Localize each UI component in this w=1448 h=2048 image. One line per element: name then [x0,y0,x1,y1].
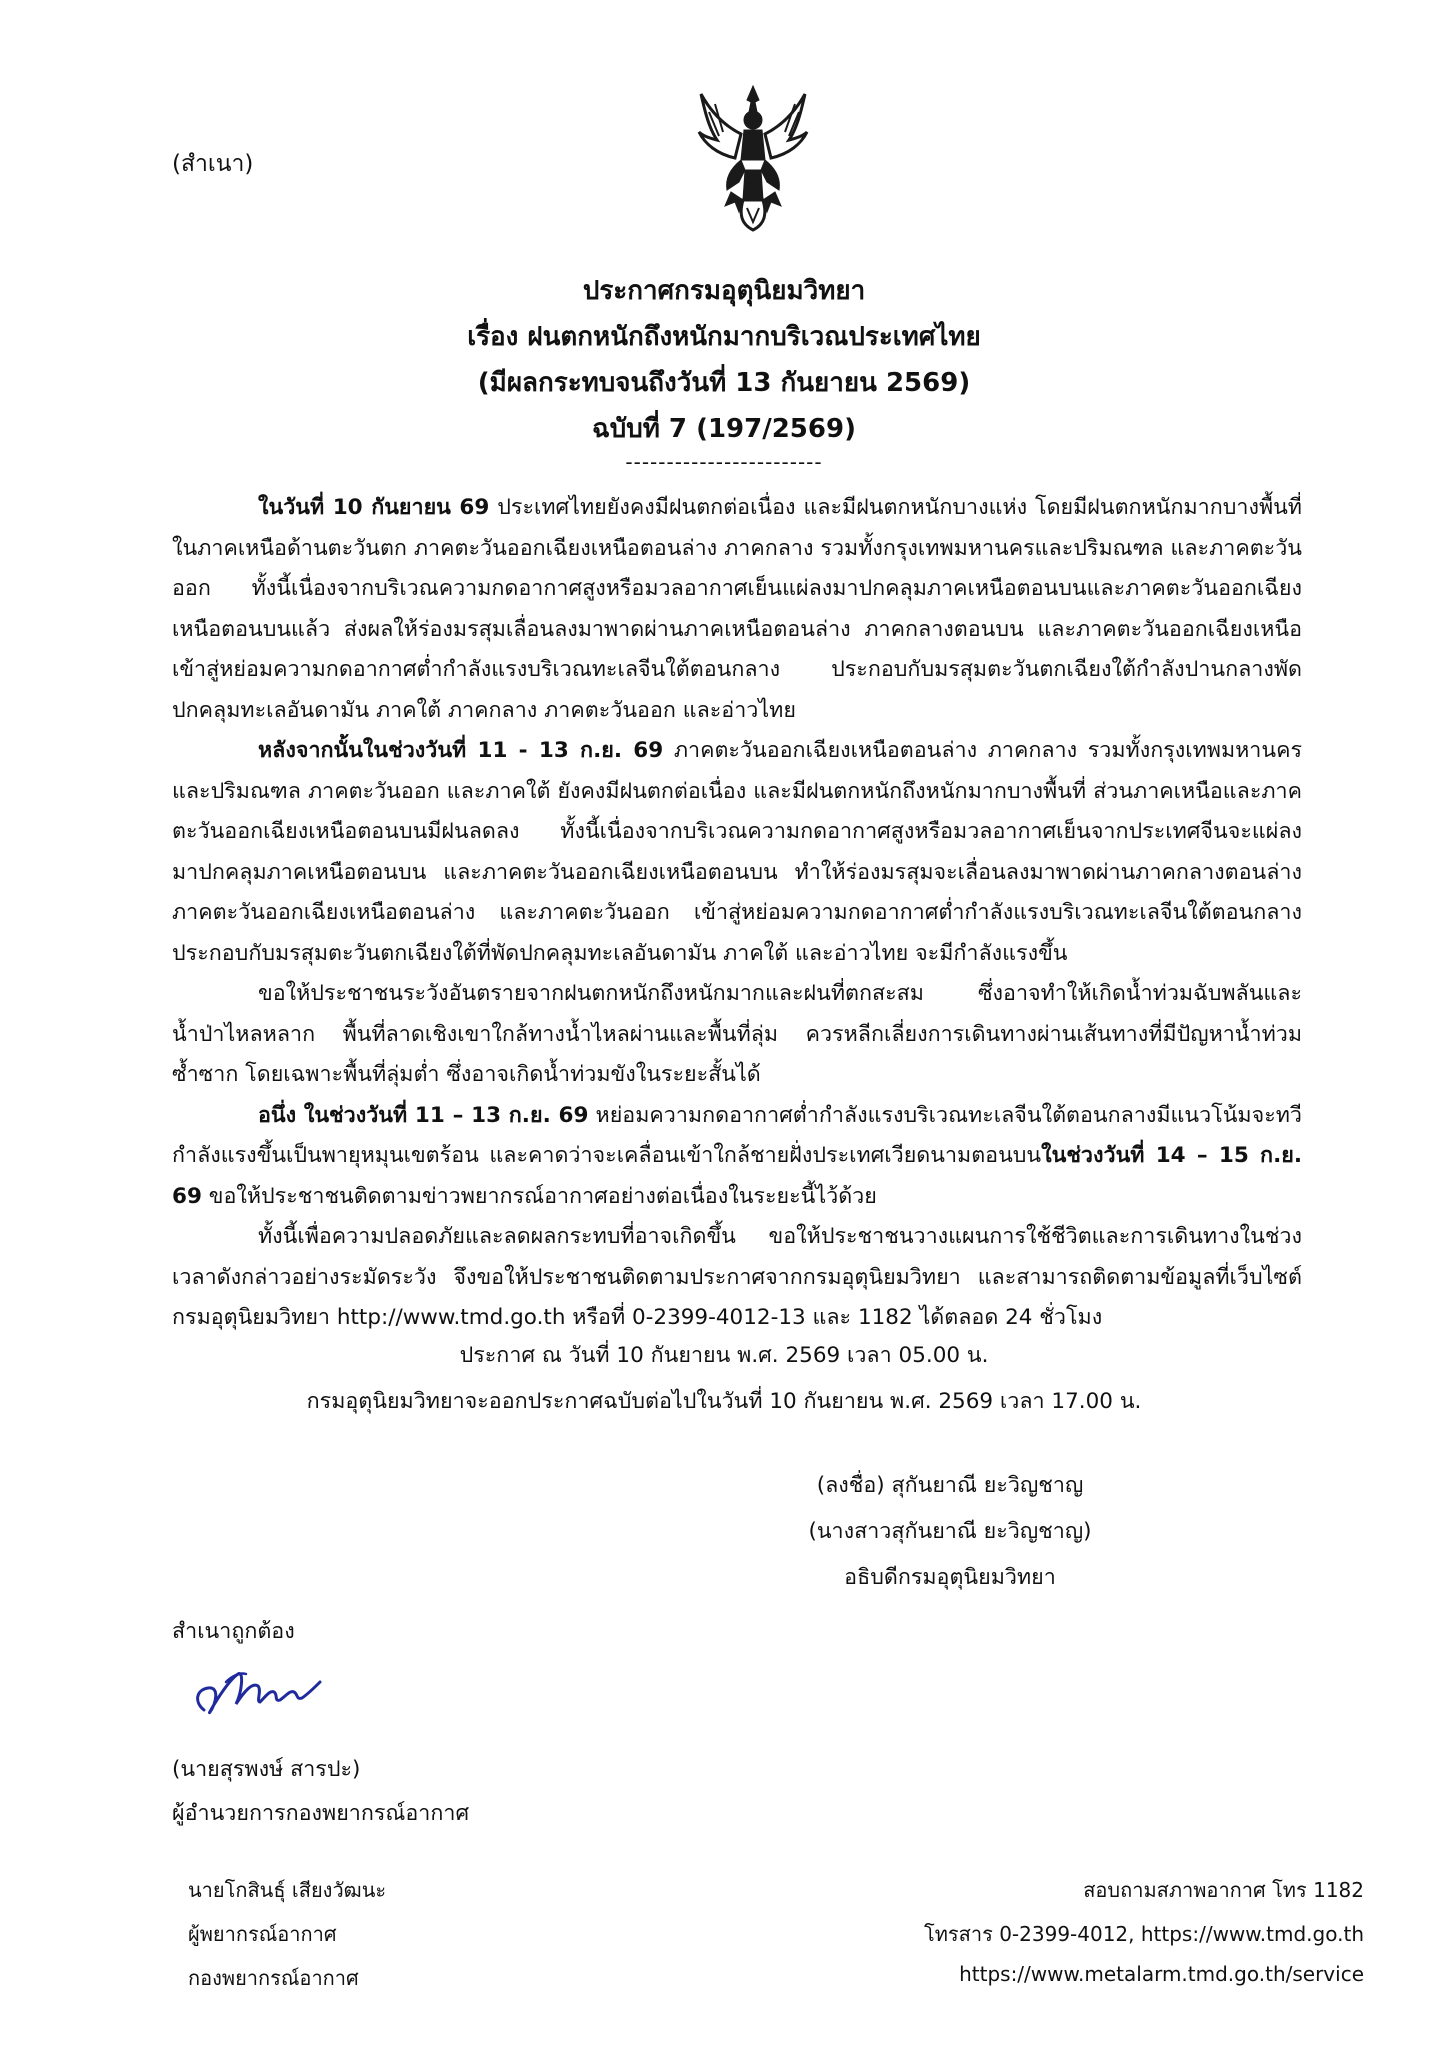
paragraph-3-text: ขอให้ประชาชนระวังอันตรายจากฝนตกหนักถึงหนักมากและฝนที่ตกสะสม ซึ่งอาจทำให้เกิดน้ำท่วมฉับพลันและน้ำป่าไหลหลาก พื้นที่ลาดเชิงเขาใกล้ทางน้ำไหลผ่านและพื้นที่ลุ่ม ควรหลีกเลี่ยงการเดินทางผ่านเส้นทางที่มีปัญหาน้ำท่วมซ้ำซาก โดยเฉพาะพื้นที่ลุ่มต่ำ ซึ่งอาจเกิดน้ำท่วมขังในระยะสั้นได้ [172,981,1302,1087]
forecaster-division: กองพยากรณ์อากาศ [188,1966,359,1990]
paragraph-4-text: หย่อมความกดอากาศต่ำกำลังแรงบริเวณทะเลจีนใต้ตอนกลางมีแนวโน้มจะทวีกำลังแรงขึ้นเป็นพายุหมุนเขตร้อน และคาดว่าจะเคลื่อนเข้าใกล้ชายฝั่งประเทศเวียดนามตอนบน [172,1102,1302,1168]
garuda-emblem-icon [695,82,811,234]
announcement-subject: เรื่อง ฝนตกหนักถึงหนักมากบริเวณประเทศไทย [467,322,981,352]
paragraph-4-text-2: ขอให้ประชาชนติดตามข่าวพยากรณ์อากาศอย่างต่อเนื่องในระยะนี้ไว้ด้วย [201,1183,877,1209]
certified-name: (นายสุรพงษ์ สารปะ) [172,1757,361,1782]
paragraph-1-lead: ในวันที่ 10 กันยายน 69 [258,495,490,520]
forecaster-name: นายโกสินธุ์ เสียงวัฒนะ [188,1878,387,1902]
divider: ------------------------ [625,450,823,474]
paragraph-4-lead-2: ในช่วงวันที่ 14 – 15 ก.ย. 69 [172,1143,1302,1209]
paragraph-4-lead: อนึ่ง ในช่วงวันที่ 11 – 13 ก.ย. 69 [258,1102,589,1128]
contact-fax-website: โทรสาร 0-2399-4012, https://www.tmd.go.th [924,1922,1364,1946]
signatory-full-name: (นางสาวสุกันยาณี ยะวิญชาญ) [808,1519,1092,1544]
contact-service-url: https://www.metalarm.tmd.go.th/service [959,1962,1364,1986]
issued-date: ประกาศ ณ วันที่ 10 กันยายน พ.ศ. 2569 เวลา 05.00 น. [459,1343,989,1368]
forecaster-role: ผู้พยากรณ์อากาศ [188,1922,337,1946]
paragraph-2-lead: หลังจากนั้นในช่วงวันที่ 11 - 13 ก.ย. 69 [258,738,664,763]
paragraph-3 [172,974,1302,1096]
paragraph-1 [172,488,1302,731]
paragraph-5-text: ทั้งนี้เพื่อความปลอดภัยและลดผลกระทบที่อาจเกิดขึ้น ขอให้ประชาชนวางแผนการใช้ชีวิตและการเดินทางในช่วงเวลาดังกล่าวอย่างระมัดระวัง จึงขอให้ประชาชนติดตามประกาศจากกรมอุตุนิยมวิทยา และสามารถติดตามข้อมูลที่เว็บไซต์กรมอุตุนิยมวิทยา http://www.tmd.go.th หรือที่ 0-2399-4012-13 และ 1182 ได้ตลอด 24 ชั่วโมง [172,1224,1302,1330]
certified-position: ผู้อำนวยการกองพยากรณ์อากาศ [172,1801,470,1826]
paragraph-2-text: ภาคตะวันออกเฉียงเหนือตอนล่าง ภาคกลาง รวมทั้งกรุงเทพมหานครและปริมณฑล ภาคตะวันออก และภาคใต้ ยังคงมีฝนตกต่อเนื่อง และมีฝนตกหนักถึงหนักมากบางพื้นที่ ส่วนภาคเหนือและภาคตะวันออกเฉียงเหนือตอนบนมีฝนลดลง ทั้งนี้เนื่องจากบริเวณความกดอากาศสูงหรือมวลอากาศเย็นจากประเทศจีนจะแผ่ลงมาปกคลุมภาคเหนือตอนบน และภาคตะวันออกเฉียงเหนือตอนบน ทำให้ร่องมรสุมจะเลื่อนลงมาพาดผ่านภาคกลางตอนล่าง ภาคตะวันออกเฉียงเหนือตอนล่าง และภาคตะวันออก เข้าสู่หย่อมความกดอากาศต่ำกำลังแรงบริเวณทะเลจีนใต้ตอนกลาง ประกอบกับมรสุมตะวันตกเฉียงใต้ที่พัดปกคลุมทะเลอันดามัน ภาคใต้ และอ่าวไทย จะมีกำลังแรงขึ้น [172,738,1302,966]
announcement-body [172,488,1302,1339]
signatory-signed: (ลงชื่อ) สุกันยาณี ยะวิญชาญ [816,1473,1084,1498]
announcement-title: ประกาศกรมอุตุนิยมวิทยา [582,276,866,306]
contact-phone: สอบถามสภาพอากาศ โทร 1182 [1083,1878,1364,1902]
announcement-effect: (มีผลกระทบจนถึงวันที่ 13 กันยายน 2569) [477,368,971,398]
next-issue-note: กรมอุตุนิยมวิทยาจะออกประกาศฉบับต่อไปในวันที่ 10 กันยายน พ.ศ. 2569 เวลา 17.00 น. [306,1389,1142,1414]
signatory-position: อธิบดีกรมอุตุนิยมวิทยา [844,1565,1056,1590]
certified-copy-label: สำเนาถูกต้อง [172,1619,295,1644]
copy-mark: (สำเนา) [172,151,254,177]
paragraph-2 [172,731,1302,974]
paragraph-1-text: ประเทศไทยยังคงมีฝนตกต่อเนื่อง และมีฝนตกหนักบางแห่ง โดยมีฝนตกหนักมากบางพื้นที่ในภาคเหนือด้านตะวันตก ภาคตะวันออกเฉียงเหนือตอนล่าง ภาคกลาง รวมทั้งกรุงเทพมหานครและปริมณฑล และภาคตะวันออก ทั้งนี้เนื่องจากบริเวณความกดอากาศสูงหรือมวลอากาศเย็นแผ่ลงมาปกคลุมภาคเหนือตอนบนและภาคตะวันออกเฉียงเหนือตอนบนแล้ว ส่งผลให้ร่องมรสุมเลื่อนลงมาพาดผ่านภาคเหนือตอนล่าง ภาคกลางตอนบน และภาคตะวันออกเฉียงเหนือ เข้าสู่หย่อมความกดอากาศต่ำกำลังแรงบริเวณทะเลจีนใต้ตอนกลาง ประกอบกับมรสุมตะวันตกเฉียงใต้กำลังปานกลางพัดปกคลุมทะเลอันดามัน ภาคใต้ ภาคกลาง ภาคตะวันออก และอ่าวไทย [172,495,1302,723]
paragraph-4 [172,1096,1302,1218]
paragraph-5 [172,1217,1302,1339]
announcement-issue-no: ฉบับที่ 7 (197/2569) [592,414,856,444]
handwritten-signature [186,1652,326,1732]
